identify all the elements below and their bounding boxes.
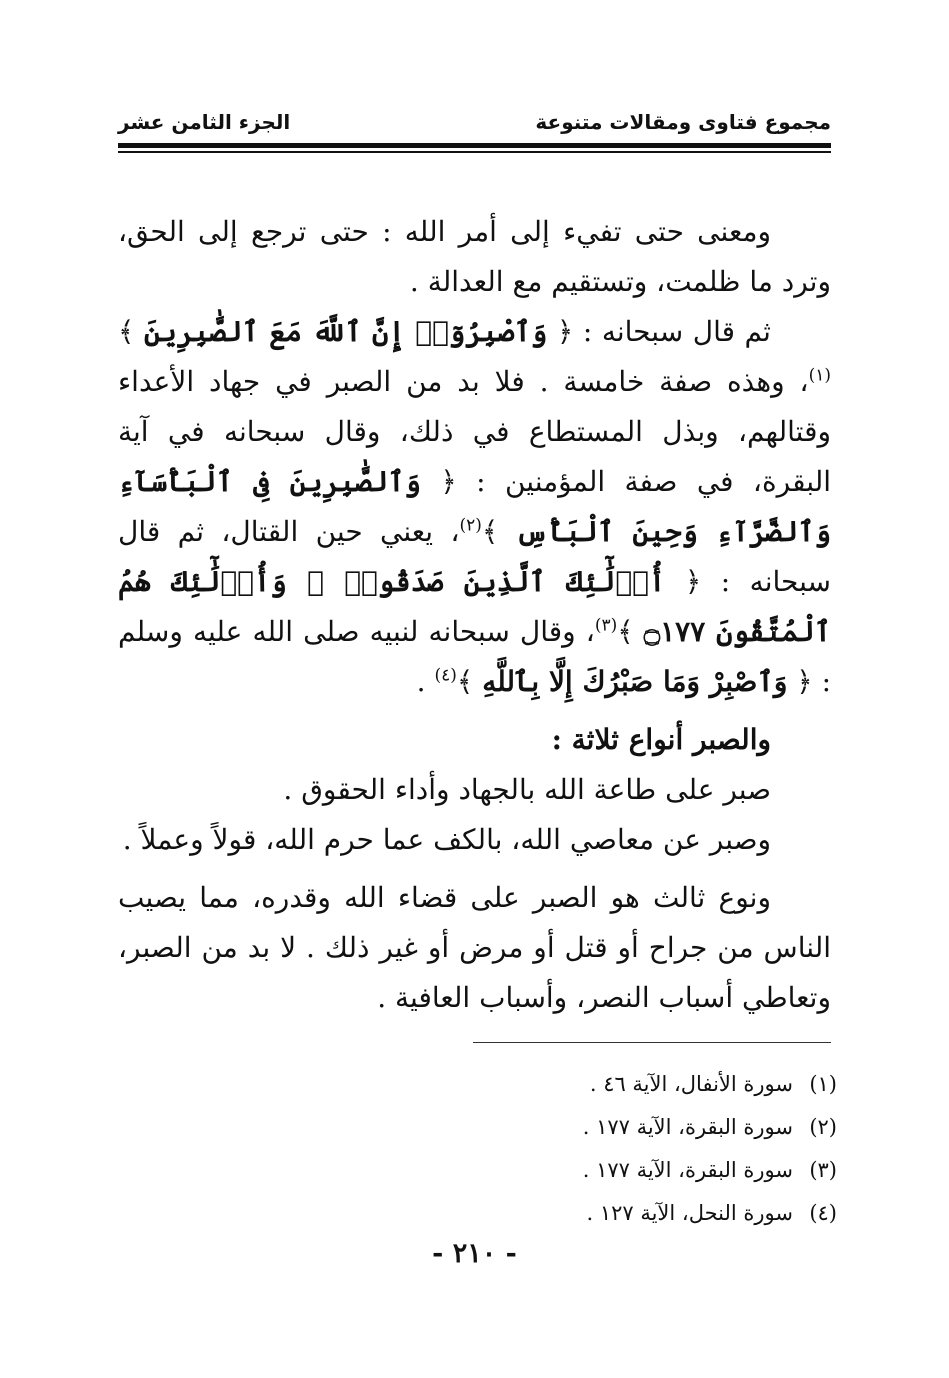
text-segment-1: ، وهذه صفة خامسة . فلا بد من الصبر في جهاد الأعداء وقتالهم، وبذل المستطاع في ذلك، وقال سبحانه في آية البقرة، في صفة المؤمنين : <box>118 365 832 498</box>
footnote-ref-2: (٢) <box>459 515 482 536</box>
close-bracket: ﴾ <box>617 615 634 648</box>
text-segment-2: ، يعني حين القتال، ثم قال سبحانه : <box>118 515 831 598</box>
footnote-1 <box>417 1063 837 1106</box>
footnote-text: سورة النحل، الآية ١٢٧ . <box>586 1201 793 1225</box>
paragraph-third-type: ونوع ثالث هو الصبر على قضاء الله وقدره، مما يصيب الناس من جراح أو قتل أو مرض أو غير ذلك . لا بد من الصبر، وتعاطي أسباب النصر، وأسباب العافية . <box>118 881 831 1014</box>
body-text <box>118 207 831 1023</box>
section-heading: والصبر أنواع ثلاثة : <box>551 723 771 756</box>
patience-type-1: صبر على طاعة الله بالجهاد وأداء الحقوق . <box>283 773 771 806</box>
footnote-number: (٤) <box>809 1201 837 1225</box>
open-bracket: ﴿ <box>556 315 574 348</box>
intro-text: ثم قال سبحانه : <box>582 315 771 348</box>
open-bracket: ﴿ <box>796 665 813 698</box>
footnote-3 <box>417 1149 837 1192</box>
footnote-2 <box>417 1106 837 1149</box>
text-segment-3: ، وقال سبحانه لنبيه صلى الله عليه وسلم : <box>118 615 831 698</box>
volume-label: الجزء الثامن عشر <box>118 110 291 134</box>
footnote-separator <box>473 1042 831 1043</box>
footnote-number: (٣) <box>809 1158 837 1182</box>
close-bracket: ﴾ <box>456 665 474 698</box>
open-bracket: ﴿ <box>684 565 702 598</box>
close-bracket: ﴾ <box>118 315 135 348</box>
footnote-ref-3: (٣) <box>594 615 618 636</box>
footnote-ref-1: (١) <box>808 365 831 386</box>
page-number: - ٢١٠ - <box>432 1238 517 1269</box>
footnote-number: (٢) <box>809 1115 837 1139</box>
spacer <box>118 865 831 873</box>
end-mark: . <box>416 665 435 698</box>
running-header <box>118 110 831 140</box>
footnotes <box>417 1063 837 1235</box>
spacer <box>118 707 831 715</box>
footnote-ref-4: (٤) <box>434 665 457 686</box>
header-rule-thick <box>118 143 831 148</box>
footnote-4 <box>417 1192 837 1235</box>
paragraph-patience-verses <box>118 307 831 707</box>
footnote-number: (١) <box>809 1072 837 1096</box>
footnote-text: سورة الأنفال، الآية ٤٦ . <box>589 1072 793 1096</box>
book-title: مجموع فتاوى ومقالات متنوعة <box>535 110 831 134</box>
quran-verse-3: أُو۟لَٰٓئِكَ ٱلَّذِينَ صَدَقُوا۟ ۖ وَأُو۟لَٰٓئِكَ هُمُ ٱلْمُتَّقُونَ ۝١٧٧ <box>118 565 832 648</box>
header-rule-thin <box>118 151 831 153</box>
footnote-text: سورة البقرة، الآية ١٧٧ . <box>582 1115 793 1139</box>
paragraph-meaning: ومعنى حتى تفيء إلى أمر الله : حتى ترجع إلى الحق، وترد ما ظلمت، وتستقيم مع العدالة . <box>118 215 831 298</box>
patience-type-2: وصبر عن معاصي الله، بالكف عما حرم الله، قولاً وعملاً . <box>122 823 771 856</box>
close-bracket: ﴾ <box>481 515 499 548</box>
quran-verse-2: وَٱلصَّٰبِرِينَ فِى ٱلْبَأْسَآءِ وَٱلضَّرَّآءِ وَحِينَ ٱلْبَأْسِ <box>118 465 831 548</box>
open-bracket: ﴿ <box>440 465 457 498</box>
footnote-text: سورة البقرة، الآية ١٧٧ . <box>582 1158 793 1182</box>
quran-verse-4: وَٱصْبِرْ وَمَا صَبْرُكَ إِلَّا بِٱللَّهِ <box>482 665 788 698</box>
quran-verse-1: وَٱصْبِرُوٓا۟ إِنَّ ٱللَّهَ مَعَ ٱلصَّٰبِرِينَ <box>143 315 548 348</box>
